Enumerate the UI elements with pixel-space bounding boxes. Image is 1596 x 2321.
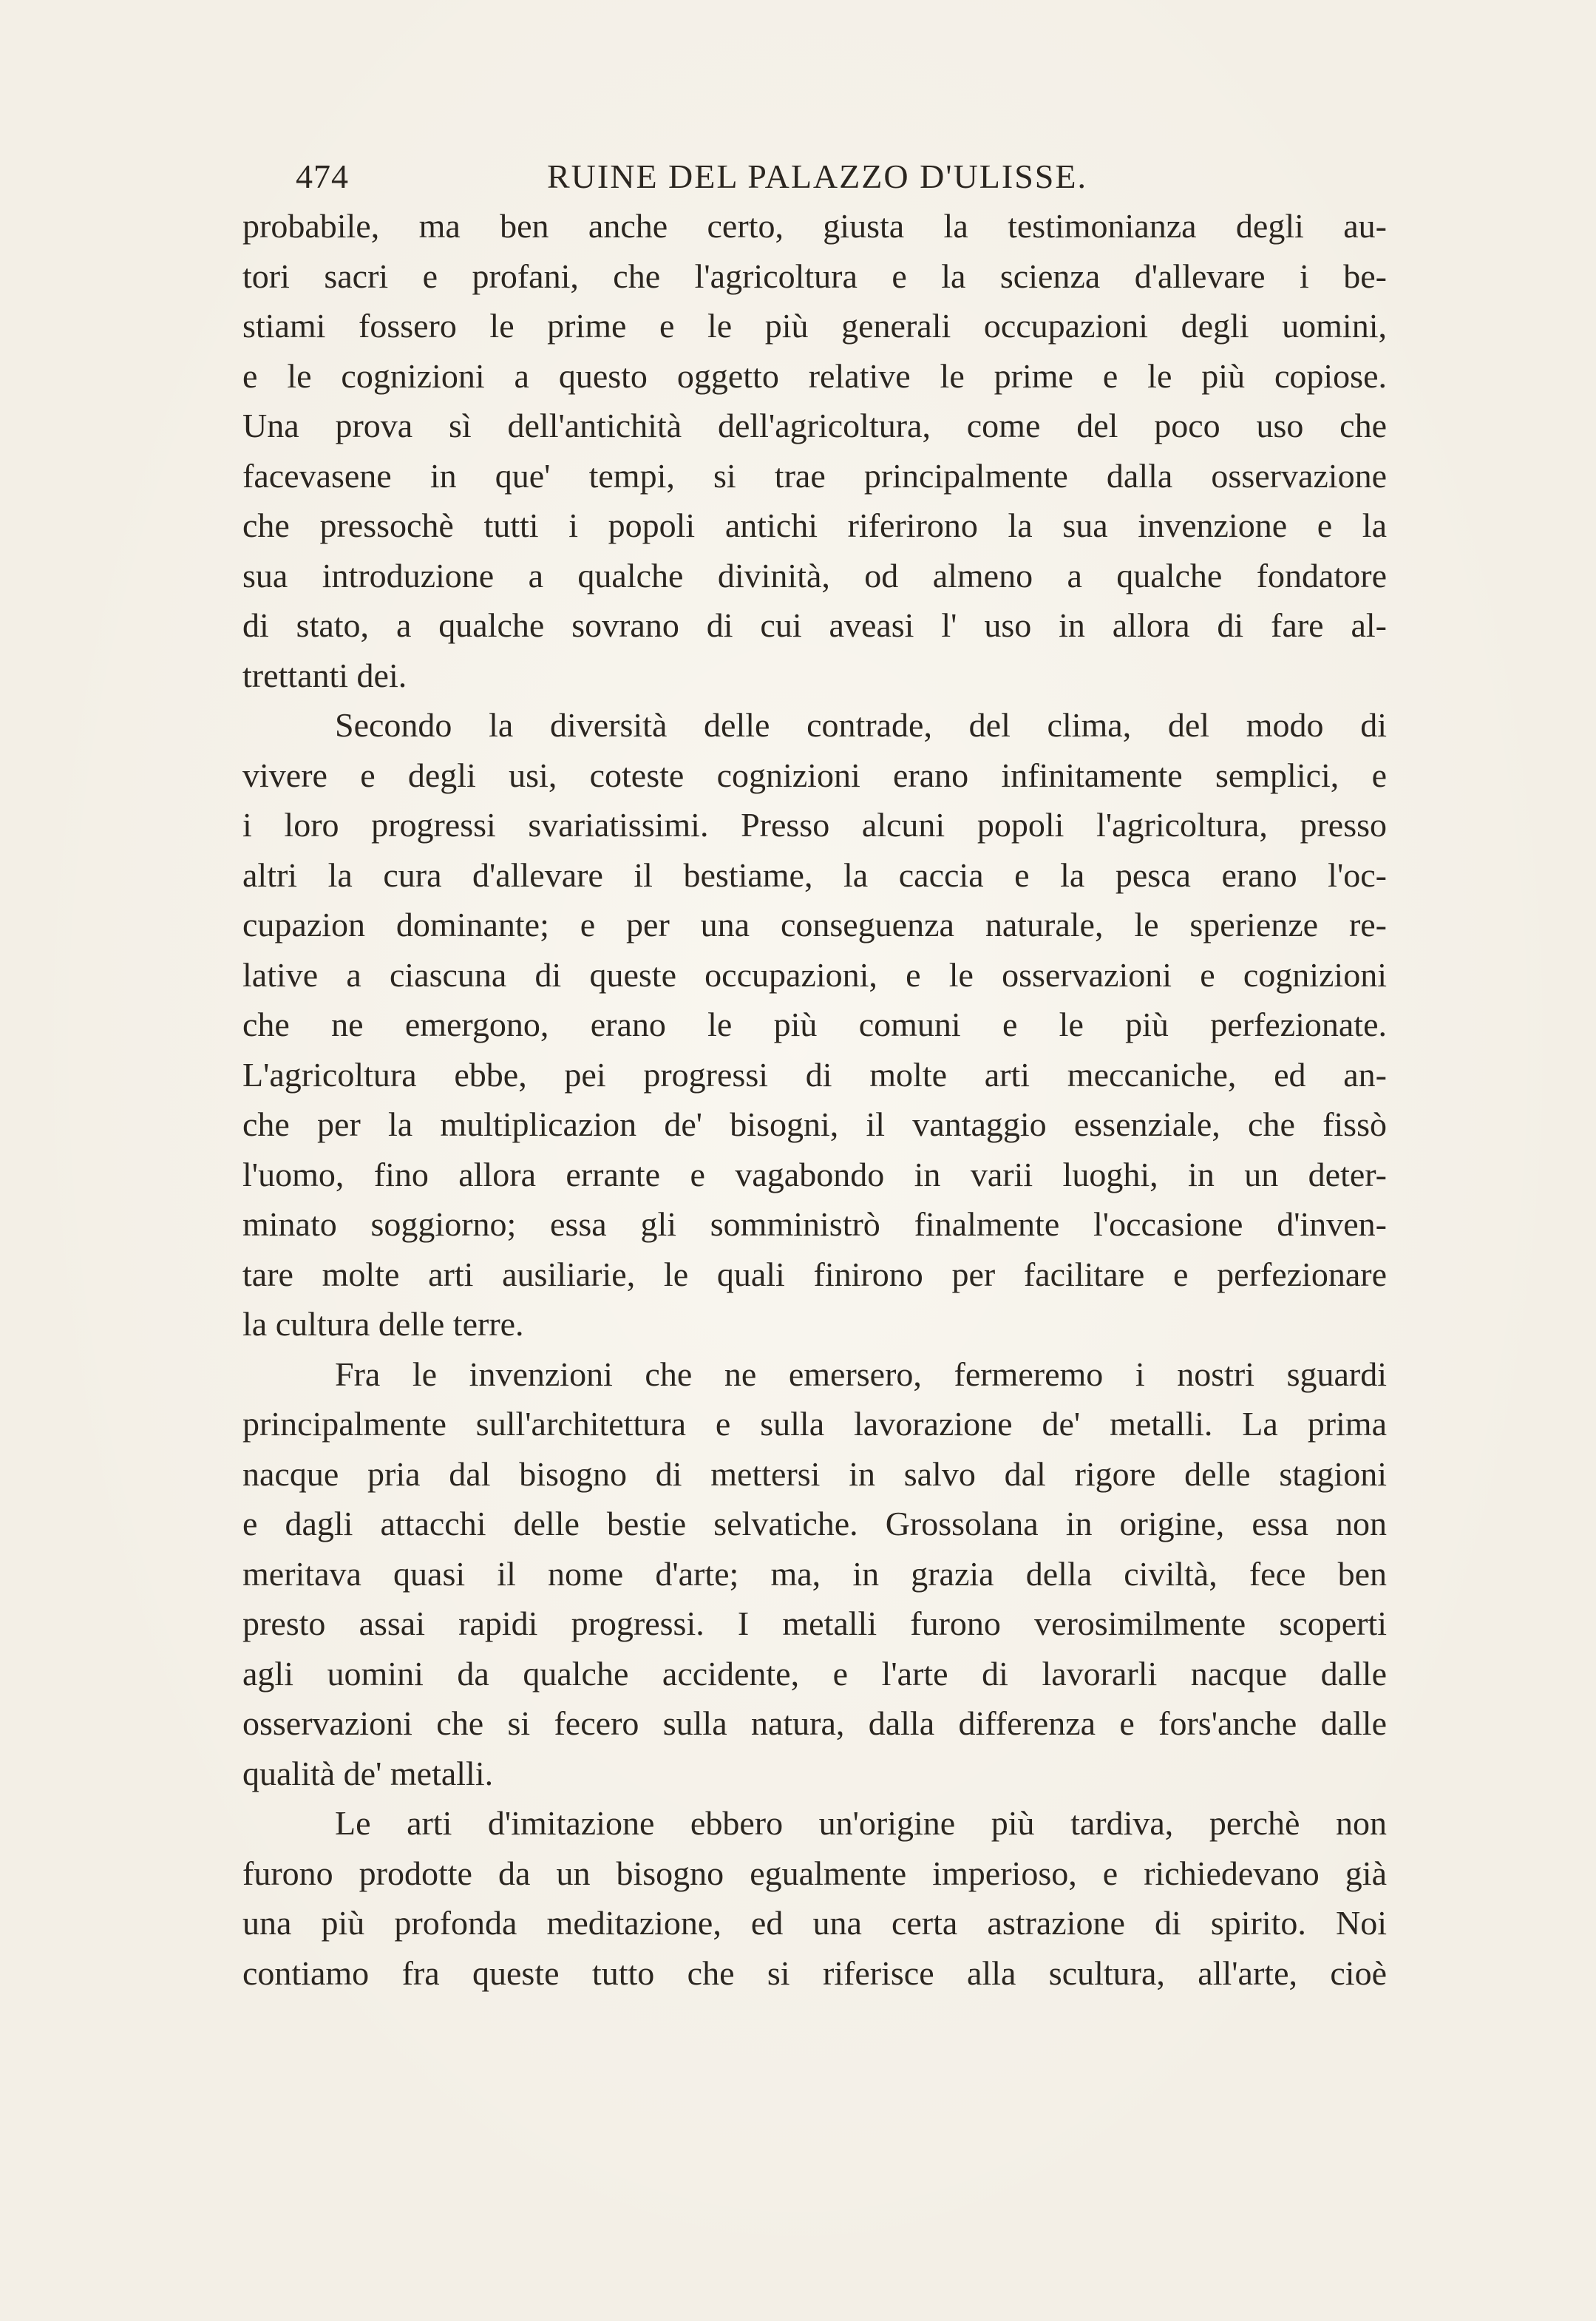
text-line: una più profonda meditazione, ed una certa astrazione di spirito. Noi: [242, 1904, 1387, 1942]
text-line: di stato, a qualche sovrano di cui aveasi l' uso in allora di fare al-: [242, 606, 1387, 644]
text-line: i loro progressi svariatissimi. Presso alcuni popoli l'agricoltura, presso: [242, 806, 1387, 844]
text-line: Fra le invenzioni che ne emersero, fermeremo i nostri sguardi: [335, 1355, 1387, 1393]
text-line: tori sacri e profani, che l'agricoltura e la scienza d'allevare i be-: [242, 257, 1387, 295]
text-line: Secondo la diversità delle contrade, del clima, del modo di: [335, 706, 1387, 744]
text-line: osservazioni che si fecero sulla natura, dalla differenza e fors'anche dalle: [242, 1704, 1387, 1742]
page-header: [296, 157, 1101, 201]
text-line: altri la cura d'allevare il bestiame, la caccia e la pesca erano l'oc-: [242, 855, 1387, 894]
text-line: Le arti d'imitazione ebbero un'origine più tardiva, perchè non: [335, 1804, 1387, 1842]
text-line: stiami fossero le prime e le più generali occupazioni degli uomini,: [242, 307, 1387, 345]
text-line: e le cognizioni a questo oggetto relative le prime e le più copiose.: [242, 356, 1387, 395]
page-number: 474: [296, 157, 349, 195]
text-line: principalmente sull'architettura e sulla lavorazione de' metalli. La prima: [242, 1405, 1387, 1443]
running-title: RUINE DEL PALAZZO D'ULISSE.: [547, 157, 1087, 195]
text-line: minato soggiorno; essa gli somministrò finalmente l'occasione d'inven-: [242, 1205, 1387, 1243]
text-line: qualità de' metalli.: [242, 1754, 494, 1792]
text-line: agli uomini da qualche accidente, e l'arte di lavorarli nacque dalle: [242, 1654, 1387, 1693]
text-line: nacque pria dal bisogno di mettersi in salvo dal rigore delle stagioni: [242, 1454, 1387, 1493]
text-line: che ne emergono, erano le più comuni e le più perfezionate.: [242, 1006, 1387, 1043]
text-line: lative a ciascuna di queste occupazioni, e le osservazioni e cognizioni: [242, 955, 1387, 994]
text-line: la cultura delle terre.: [242, 1305, 524, 1343]
text-line: che per la multiplicazion de' bisogni, il vantaggio essenziale, che fissò: [242, 1105, 1387, 1143]
text-line: sua introduzione a qualche divinità, od almeno a qualche fondatore: [242, 556, 1387, 594]
text-line: L'agricoltura ebbe, pei progressi di molte arti meccaniche, ed an-: [242, 1055, 1387, 1094]
text-line: contiamo fra queste tutto che si riferisce alla scultura, all'arte, cioè: [242, 1954, 1387, 1992]
text-line: tare molte arti ausiliarie, le quali finirono per facilitare e perfezionare: [242, 1255, 1387, 1293]
text-line: l'uomo, fino allora errante e vagabondo in varii luoghi, in un deter-: [242, 1155, 1387, 1193]
text-line: e dagli attacchi delle bestie selvatiche. Grossolana in origine, essa non: [242, 1505, 1387, 1542]
text-line: trettanti dei.: [242, 656, 407, 694]
text-line: meritava quasi il nome d'arte; ma, in grazia della civiltà, fece ben: [242, 1554, 1387, 1593]
text-line: che pressochè tutti i popoli antichi riferirono la sua invenzione e la: [242, 506, 1387, 544]
text-line: furono prodotte da un bisogno egualmente imperioso, e richiedevano già: [242, 1854, 1387, 1892]
text-line: probabile, ma ben anche certo, giusta la testimonianza degli au-: [242, 207, 1387, 245]
text-line: vivere e degli usi, coteste cognizioni erano infinitamente semplici, e: [242, 756, 1387, 794]
text-line: cupazion dominante; e per una conseguenza naturale, le sperienze re-: [242, 906, 1387, 943]
body-text: [242, 201, 1387, 1998]
text-line: Una prova sì dell'antichità dell'agricoltura, come del poco uso che: [242, 407, 1387, 444]
text-line: presto assai rapidi progressi. I metalli furono verosimilmente scoperti: [242, 1605, 1387, 1642]
text-line: facevasene in que' tempi, si trae principalmente dalla osservazione: [242, 456, 1387, 495]
